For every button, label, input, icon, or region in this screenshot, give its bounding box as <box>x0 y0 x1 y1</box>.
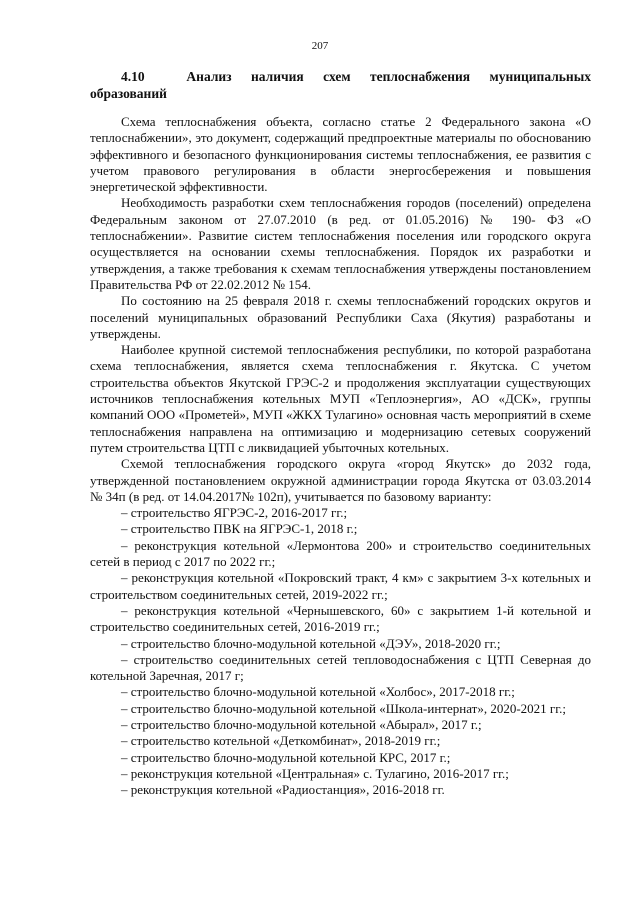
paragraph: Необходимость разработки схем теплоснабжения городов (поселений) определена Федеральным законом от 27.07.2010 (в ред. от 01.05.2016) № 190- ФЗ «О теплоснабжении». Развитие систем теплоснабжения поселения или городского округа осуществляется на основании схемы теплоснабжения. Порядок их разработки и утверждения, а также требования к схемам теплоснабжения утверждены постановлением Правительства РФ от 22.02.2012 № 154. <box>90 195 591 292</box>
list-item: – строительство блочно-модульной котельной «Холбос», 2017-2018 гг.; <box>121 684 515 700</box>
list-item: – реконструкция котельной «Покровский тракт, 4 км» с закрытием 3-х котельных и строительством соединительных сетей, 2019-2022 гг.; <box>90 570 591 602</box>
page-content <box>90 68 591 798</box>
list-item: – реконструкция котельной «Центральная» с. Тулагино, 2016-2017 гг.; <box>121 765 509 781</box>
paragraph: Схема теплоснабжения объекта, согласно статье 2 Федерального закона «О теплоснабжении», это документ, содержащий предпроектные материалы по обоснованию эффективного и безопасного функционирования системы теплоснабжения, ее развития с учетом правового регулирования в области энергосбережения и повышения энергетической эффективности. <box>90 114 591 195</box>
list-item: – строительство блочно-модульной котельной «ДЭУ», 2018-2020 гг.; <box>121 635 501 651</box>
list-item: – реконструкция котельной «Чернышевского, 60» с закрытием 1-й котельной и строительство соединительных сетей, 2016-2019 гг.; <box>90 602 591 635</box>
paragraph: По состоянию на 25 февраля 2018 г. схемы теплоснабжений городских округов и поселений муниципальных образований Республики Саха (Якутия) разработаны и утверждены. <box>90 293 591 341</box>
list-item: – строительство ЯГРЭС-2, 2016-2017 гг.; <box>121 505 348 521</box>
list-item: – строительство ПВК на ЯГРЭС-1, 2018 г.; <box>121 521 358 537</box>
section-title: Анализ наличия схем теплоснабжения муниципальных образований <box>90 69 591 101</box>
list-item: – строительство блочно-модульной котельной «Школа-интернат», 2020-2021 гг.; <box>121 700 566 716</box>
section-heading <box>90 68 591 102</box>
list-item: – реконструкция котельной «Радиостанция», 2016-2018 гг. <box>121 782 445 798</box>
list-item: – строительство котельной «Деткомбинат», 2018-2019 гг.; <box>121 733 441 749</box>
section-number: 4.10 <box>121 69 145 84</box>
list-item: – реконструкция котельной «Лермонтова 200» и строительство соединительных сетей в период с 2017 по 2022 гг.; <box>90 537 591 570</box>
paragraph: Схемой теплоснабжения городского округа «город Якутск» до 2032 года, утвержденной постановлением окружной администрации города Якутска от 03.03.2014 № 34п (в ред. от 14.04.2017№ 102п), учитывается по базовому варианту: <box>90 456 591 504</box>
list-item: – строительство блочно-модульной котельной «Абырал», 2017 г.; <box>121 716 482 732</box>
list-item: – строительство блочно-модульной котельной КРС, 2017 г.; <box>121 749 451 765</box>
list-item: – строительство соединительных сетей тепловодоснабжения с ЦТП Северная до котельной Заречная, 2017 г; <box>90 651 591 684</box>
paragraph: Наиболее крупной системой теплоснабжения республики, по которой разработана схема теплоснабжения, является схема теплоснабжения г. Якутска. С учетом строительства объектов Якутской ГРЭС-2 и продолжения эксплуатации существующих источников теплоснабжения котельных МУП «Теплоэнергия», АО «ДСК», группы компаний ООО «Прометей», МУП «ЖКХ Тулагино» основная часть мероприятий в схеме теплоснабжения направлена на оптимизацию и модернизацию сетевых сооружений путем строительства ЦТП с ликвидацией убыточных котельных. <box>90 342 591 455</box>
page-number: 207 <box>311 40 329 52</box>
